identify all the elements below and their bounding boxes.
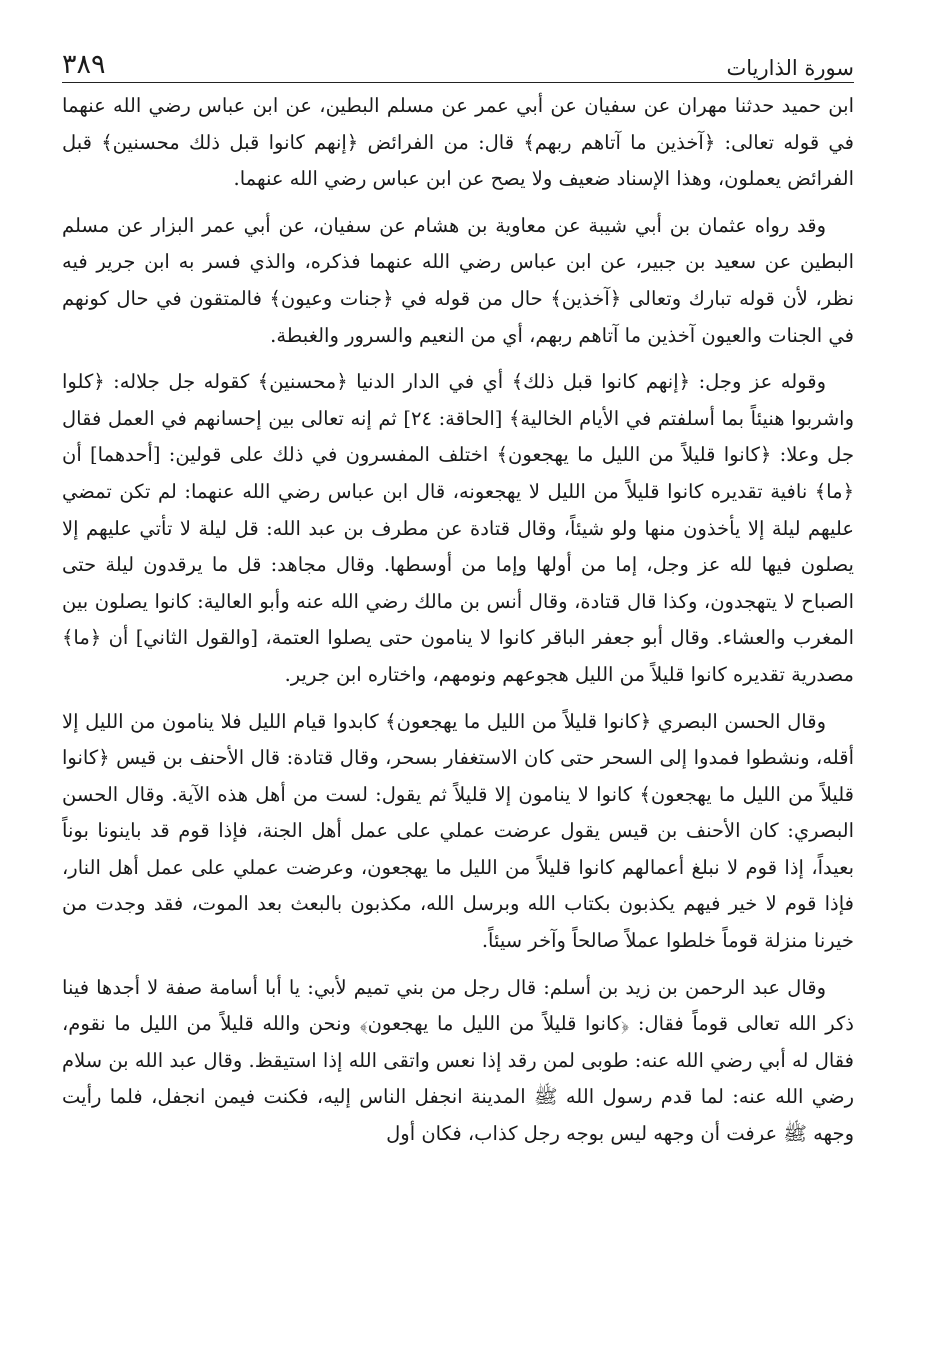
paragraph-2	[62, 208, 854, 354]
paragraph-1	[62, 88, 854, 198]
page-header	[62, 38, 854, 80]
paragraph-text: وقوله عز وجل: ﴿إنهم كانوا قبل ذلك﴾ أي في الدار الدنيا ﴿محسنين﴾ كقوله جل جلاله: ﴿كلوا واشربوا هنيئاً بما أسلفتم في الأيام الخالية﴾ [الحاقة: ٢٤] ثم إنه تعالى بين إحسانهم في العمل فقال جل وعلا: ﴿كانوا قليلاً من الليل ما يهجعون﴾ اختلف المفسرون في ذلك على قولين: [أحدهما] أن ﴿ما﴾ نافية تقديره كانوا قليلاً من الليل لا يهجعونه، قال ابن عباس رضي الله عنهما: لم تكن تمضي عليهم ليلة إلا يأخذون منها ولو شيئاً، وقال قتادة عن مطرف بن عبد الله: قل ليلة لا تأتي عليهم إلا يصلون فيها لله عز وجل، إما من أولها وإما من أوسطها. وقال مجاهد: قل ما يرقدون ليلة حتى الصباح لا يتهجدون، وكذا قال قتادة، وقال أنس بن مالك رضي الله عنه وأبو العالية: كانوا يصلون بين المغرب والعشاء. وقال أبو جعفر الباقر كانوا لا ينامون حتى يصلوا العتمة، [والقول الثاني] أن ﴿ما﴾ مصدرية تقديره كانوا قليلاً من الليل هجوعهم ونومهم، واختاره ابن جرير.	[62, 370, 854, 686]
paragraph-text: وقال عبد الرحمن بن زيد بن أسلم: قال رجل من بني تميم لأبي: يا أبا أسامة صفة لا أجدها فينا ذكر الله تعالى قوماً فقال: ﴿كانوا قليلاً من الليل ما يهجعون﴾ ونحن والله قليلاً من الليل ما نقوم، فقال له أبي رضي الله عنه: طوبى لمن رقد إذا نعس واتقى الله إذا استيقظ. وقال عبد الله بن سلام رضي الله عنه: لما قدم رسول الله ﷺ المدينة انجفل الناس إليه، فكنت فيمن انجفل، فلما رأيت وجهه ﷺ عرفت أن وجهه ليس بوجه رجل كذاب، فكان أول	[62, 975, 854, 1146]
header-rule	[62, 82, 854, 83]
paragraph-text: وقال الحسن البصري ﴿كانوا قليلاً من الليل ما يهجعون﴾ كابدوا قيام الليل فلا ينامون من الليل إلا أقله، ونشطوا فمدوا إلى السحر حتى كان الاستغفار بسحر، وقال قتادة: قال الأحنف بن قيس ﴿كانوا قليلاً من الليل ما يهجعون﴾ كانوا لا ينامون إلا قليلاً ثم يقول: لست من أهل هذه الآية. وقال الحسن البصري: كان الأحنف بن قيس يقول عرضت عملي على عمل أهل الجنة، فإذا قوم قد باينونا بوناً بعيداً، إذا قوم لا نبلغ أعمالهم كانوا قليلاً من الليل ما يهجعون، وعرضت عملي على عمل أهل النار، فإذا قوم لا خير فيهم يكذبون بكتاب الله وبرسل الله، مكذبون بالبعث بعد الموت، فقد وجدت من خيرنا منزلة قوماً خلطوا عملاً صالحاً وآخر سيئاً.	[62, 709, 854, 953]
paragraph-3	[62, 364, 854, 693]
chapter-title: سورة الذاريات	[726, 56, 854, 80]
book-page	[62, 38, 854, 1146]
paragraph-text: وقد رواه عثمان بن أبي شيبة عن معاوية بن هشام عن سفيان، عن أبي عمر البزار عن مسلم البطين عن سعيد بن جبير، عن ابن عباس رضي الله عنهما فذكره، والذي فسر به ابن جرير فيه نظر، لأن قوله تبارك وتعالى ﴿آخذين﴾ حال من قوله في ﴿جنات وعيون﴾ فالمتقون في حال كونهم في الجنات والعيون آخذين ما آتاهم ربهم، أي من النعيم والسرور والغبطة.	[62, 213, 854, 347]
page-body	[62, 88, 854, 1163]
page-number: ٣٨٩	[62, 49, 106, 80]
paragraph-text: ابن حميد حدثنا مهران عن سفيان عن أبي عمر عن مسلم البطين، عن ابن عباس رضي الله عنهما في قوله تعالى: ﴿آخذين ما آتاهم ربهم﴾ قال: من الفرائض ﴿إنهم كانوا قبل ذلك محسنين﴾ قبل الفرائض يعملون، وهذا الإسناد ضعيف ولا يصح عن ابن عباس رضي الله عنهما.	[62, 94, 854, 191]
paragraph-4	[62, 704, 854, 960]
paragraph-5	[62, 970, 854, 1153]
